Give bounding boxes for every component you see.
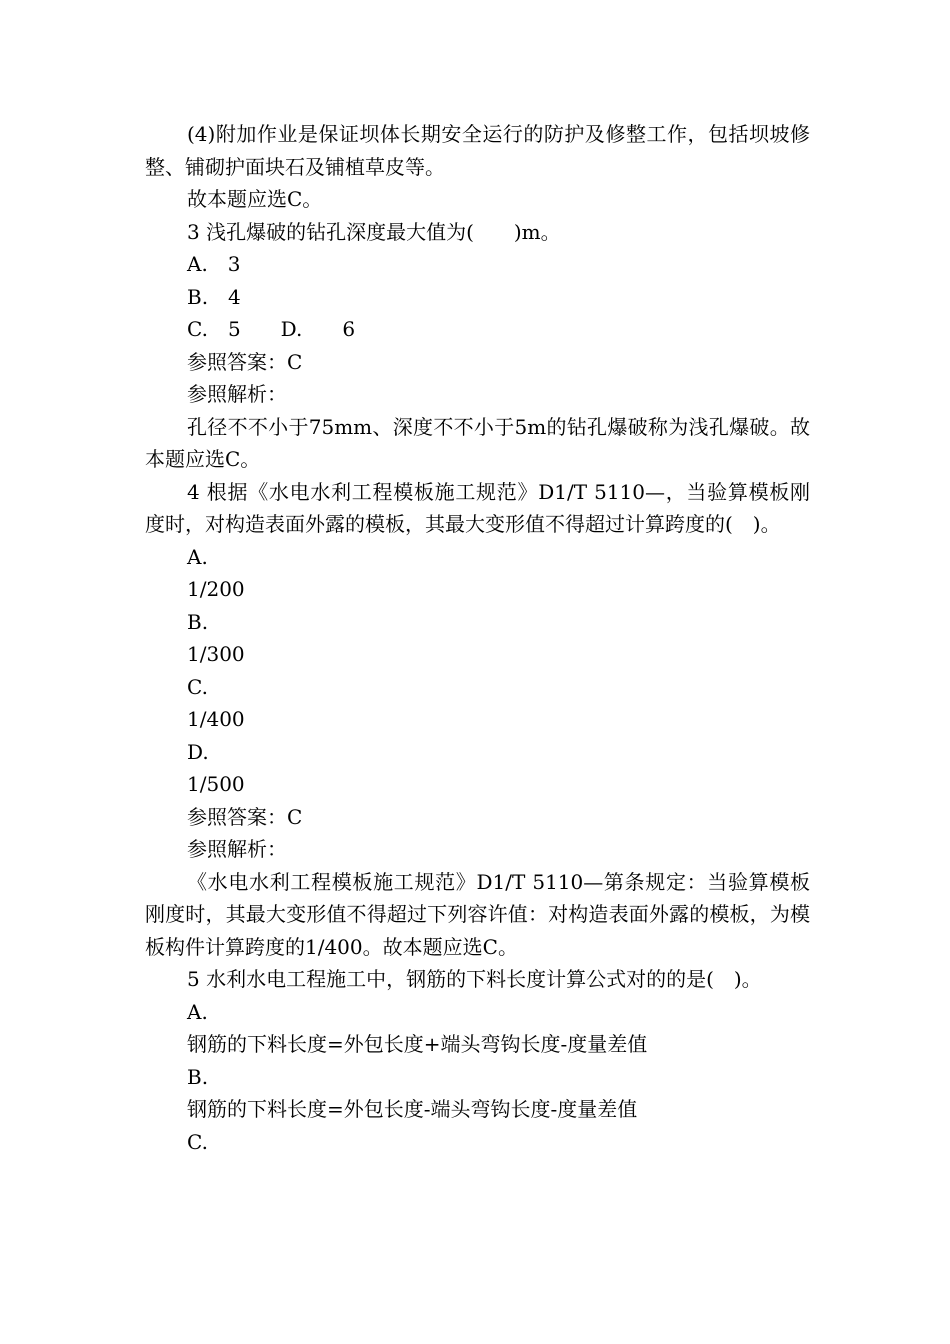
question-4-analysis-label: 参照解析： [187, 837, 287, 861]
question-4-option-a-value: 1/200 [187, 577, 245, 601]
question-5-option-b-label: B. [187, 1064, 209, 1089]
question-4-option-d-label: D. [187, 739, 209, 764]
question-5-option-a-value: 钢筋的下料长度=外包长度+端头弯钩长度-度量差值 [187, 1032, 648, 1056]
question-4-analysis: 《水电水利工程模板施工规范》D1/T 5110—第条规定：当验算模板刚度时，其最大变形值不得超过下列容许值：对构造表面外露的模板，为模板构件计算跨度的1/400。故本题应选C。 [145, 869, 810, 959]
question-3-analysis: 孔径不不小于75mm、深度不不小于5m的钻孔爆破称为浅孔爆破。故本题应选C。 [145, 414, 810, 471]
question-3-analysis-label: 参照解析： [187, 382, 287, 406]
question-3-option-cd: C. 5 D. 6 [187, 317, 356, 341]
question-4-option-b-label: B. [187, 609, 209, 634]
document-body [145, 118, 810, 1158]
paragraph-2: 故本题应选C。 [187, 187, 323, 211]
question-5-stem: 5 水利水电工程施工中，钢筋的下料长度计算公式对的的是( )。 [187, 967, 762, 991]
question-4-option-d-value: 1/500 [187, 772, 245, 796]
question-3-option-a: A. 3 [187, 252, 241, 276]
paragraph-1: (4)附加作业是保证坝体长期安全运行的防护及修整工作，包括坝坡修整、铺砌护面块石及铺植草皮等。 [145, 122, 810, 179]
question-4-option-a-label: A. [187, 544, 208, 569]
question-3-stem: 3 浅孔爆破的钻孔深度最大值为( )m。 [187, 219, 561, 244]
question-3-option-b: B. 4 [187, 284, 241, 309]
question-5-option-a-label: A. [187, 999, 208, 1024]
question-3-answer: 参照答案：C [187, 349, 303, 374]
question-4-option-b-value: 1/300 [187, 642, 245, 666]
question-4-option-c-value: 1/400 [187, 707, 245, 731]
question-4-answer: 参照答案：C [187, 804, 303, 829]
question-4-option-c-label: C. [187, 674, 208, 699]
question-4-stem: 4 根据《水电水利工程模板施工规范》D1/T 5110—，当验算模板刚度时，对构造表面外露的模板，其最大变形值不得超过计算跨度的( )。 [145, 479, 810, 536]
question-5-option-c-label: C. [187, 1129, 208, 1154]
question-5-option-b-value: 钢筋的下料长度=外包长度-端头弯钩长度-度量差值 [187, 1097, 638, 1121]
